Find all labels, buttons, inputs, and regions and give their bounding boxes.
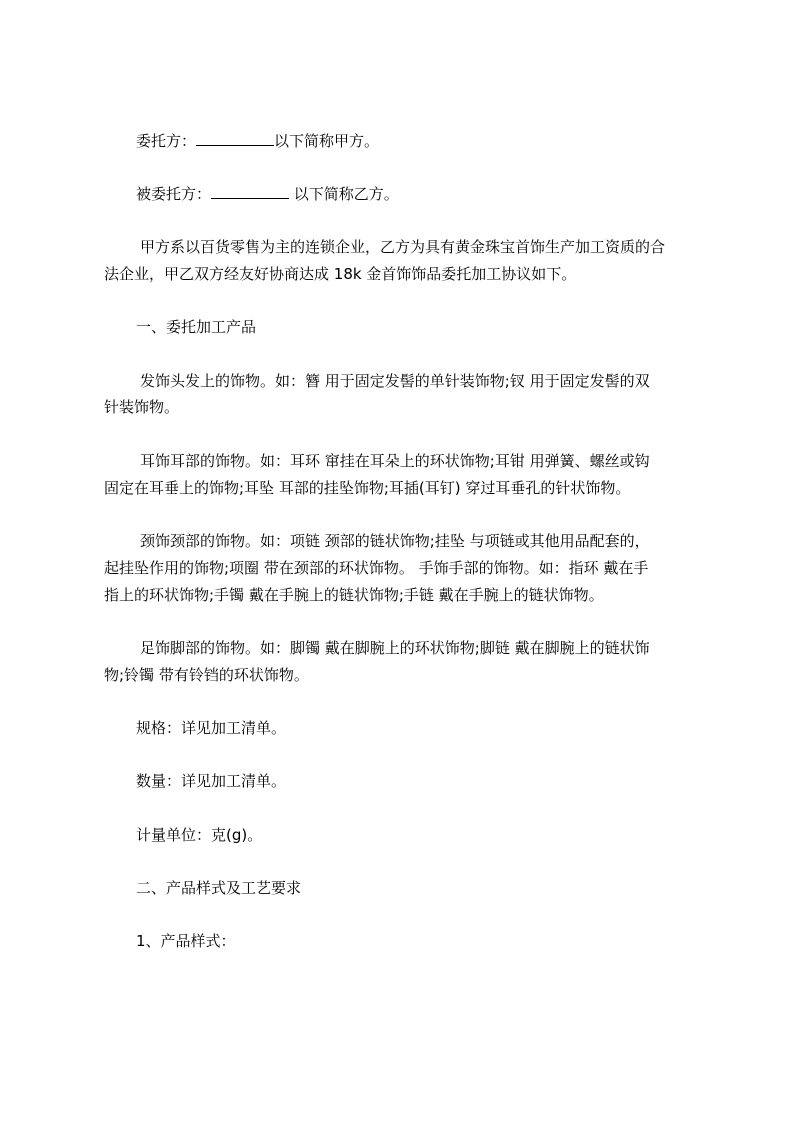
foot-ornament-line-1: 足饰脚部的饰物。如：脚镯 戴在脚腕上的环状饰物;脚链 戴在脚腕上的链状饰 <box>140 639 650 657</box>
client-name-blank <box>196 132 274 146</box>
neck-ornament-line-2: 起挂坠作用的饰物;项圈 带在颈部的环状饰物。 手饰手部的饰物。如：指环 戴在手 <box>104 559 649 577</box>
contractor-suffix: 以下简称乙方。 <box>289 185 399 203</box>
intro-paragraph-line-2: 法企业，甲乙双方经友好协商达成 18k 金首饰饰品委托加工协议如下。 <box>104 265 577 283</box>
client-suffix: 以下简称甲方。 <box>274 132 380 150</box>
contractor-name-blank <box>211 185 289 199</box>
specification-line: 规格：详见加工清单。 <box>136 719 287 737</box>
hair-ornament-line-1: 发饰头发上的饰物。如：簪 用于固定发髻的单针装饰物;钗 用于固定发髻的双 <box>140 372 650 390</box>
product-style-line: 1、产品样式： <box>136 932 236 950</box>
client-party-line <box>136 130 379 152</box>
unit-line: 计量单位：克(g)。 <box>136 826 263 844</box>
ear-ornament-line-1: 耳饰耳部的饰物。如：耳环 窜挂在耳朵上的环状饰物;耳钳 用弹簧、螺丝或钩 <box>140 452 650 470</box>
neck-ornament-line-1: 颈饰颈部的饰物。如：项链 颈部的链状饰物;挂坠 与项链或其他用品配套的， <box>140 532 650 550</box>
section-heading-2: 二、产品样式及工艺要求 <box>136 879 302 897</box>
section-heading-1: 一、委托加工产品 <box>136 318 257 336</box>
foot-ornament-line-2: 物;铃镯 带有铃铛的环状饰物。 <box>104 666 309 684</box>
hair-ornament-line-2: 针装饰物。 <box>104 398 180 416</box>
contractor-label: 被委托方： <box>136 185 212 203</box>
contractor-party-line <box>136 183 399 205</box>
quantity-line: 数量：详见加工清单。 <box>136 772 287 790</box>
client-label: 委托方： <box>136 132 197 150</box>
intro-paragraph-line-1: 甲方系以百货零售为主的连锁企业，乙方为具有黄金珠宝首饰生产加工资质的合 <box>140 238 666 256</box>
neck-ornament-line-3: 指上的环状饰物;手镯 戴在手腕上的链状饰物;手链 戴在手腕上的链状饰物。 <box>104 586 604 604</box>
ear-ornament-line-2: 固定在耳垂上的饰物;耳坠 耳部的挂坠饰物;耳插(耳钉) 穿过耳垂孔的针状饰物。 <box>104 479 631 497</box>
